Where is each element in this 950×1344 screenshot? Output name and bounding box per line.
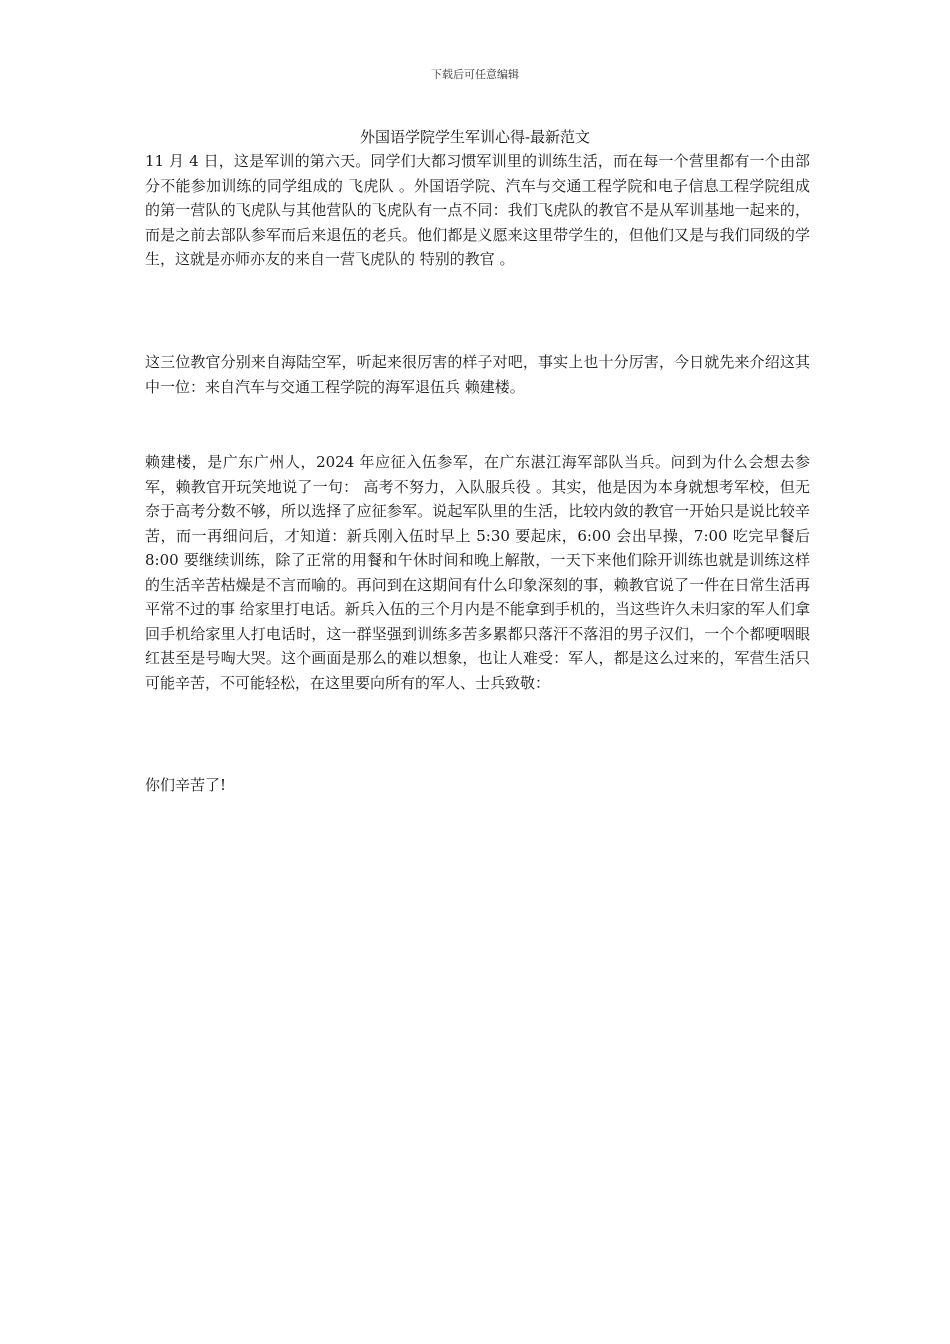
paragraph-3: 赖建楼，是广东广州人，2024 年应征入伍参军，在广东湛江海军部队当兵。问到为什么会想去参军，赖教官开玩笑地说了一句： 高考不努力，入队服兵役 。其实，他是因为本身就想考军校，但无奈于高考分数不够，所以选择了应征参军。说起军队里的生活，比较内敛的教官一开始只是说比较辛苦，而一再细问后，才知道：新兵刚入伍时早上 5:30 要起床，6:00 会出早操，7:00 吃完早餐后 8:00 要继续训练，除了正常的用餐和午休时间和晚上解散，一天下来他们除开训练也就是训练这样的生活辛苦枯燥是不言而喻的。再问到在这期间有什么印象深刻的事，赖教官说了一件在日常生活再平常不过的事 给家里打电话。新兵入伍的三个月内是不能拿到手机的，当这些许久未归家的军人们拿回手机给家里人打电话时，这一群坚强到训练多苦多累都只落汗不落泪的男子汉们，一个个都哽咽眼红甚至是号啕大哭。这个画面是那么的难以想象，也让人难受：军人，都是这么过来的，军营生活只可能辛苦，不可能轻松，在这里要向所有的军人、士兵致敬： xyxy=(145,453,810,692)
header-note: 下载后可任意编辑 xyxy=(431,68,519,81)
paragraph-1: 11 月 4 日，这是军训的第六天。同学们大都习惯军训里的训练生活，而在每一个营里都有一个由部分不能参加训练的同学组成的 飞虎队 。外国语学院、汽车与交通工程学院和电子信息工程学院组成的第一营队的飞虎队与其他营队的飞虎队有一点不同：我们飞虎队的教官不是从军训基地一起来的，而是之前去部队参军而后来退伍的老兵。他们都是义愿来这里带学生的，但他们又是与我们同级的学生，这就是亦师亦友的来自一营飞虎队的 特别的教官 。 xyxy=(145,152,810,268)
document-title: 外国语学院学生军训心得-最新范文 xyxy=(359,128,591,146)
paragraph-2: 这三位教官分别来自海陆空军，听起来很厉害的样子对吧，事实上也十分厉害，今日就先来介绍这其中一位：来自汽车与交通工程学院的海军退伍兵 赖建楼。 xyxy=(145,353,810,396)
paragraph-4: 你们辛苦了! xyxy=(145,776,227,794)
